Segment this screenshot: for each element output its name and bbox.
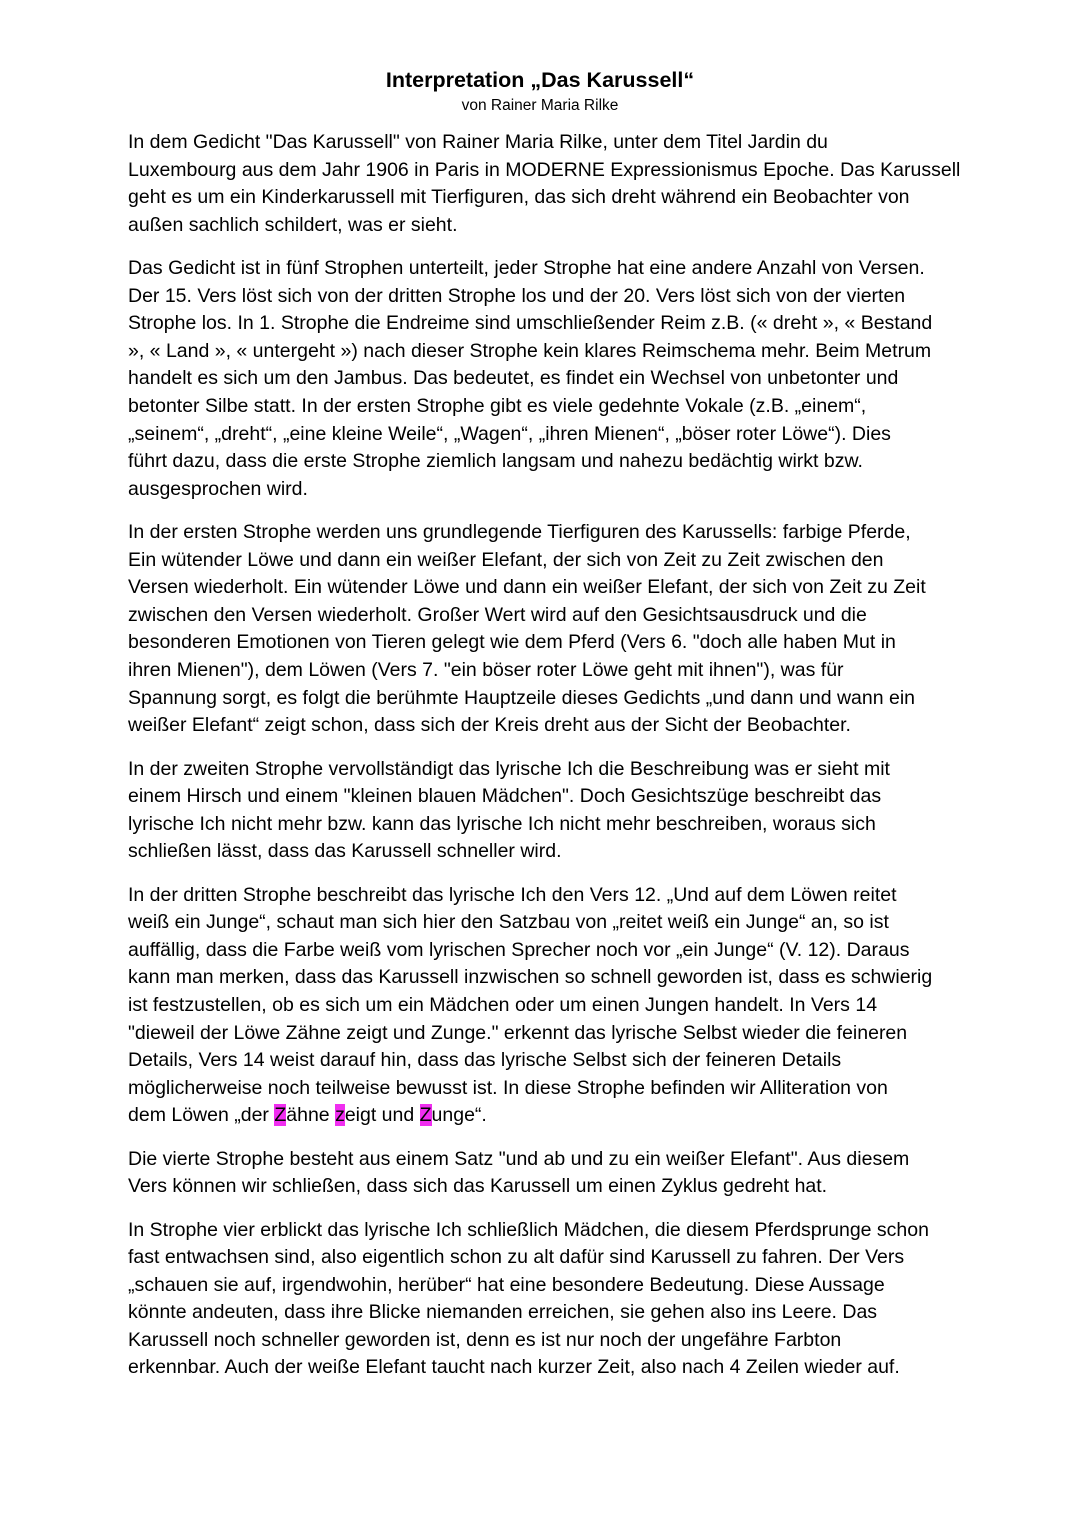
text-line: handelt es sich um den Jambus. Das bedeutet, es findet ein Wechsel von unbetonter und [128,367,899,390]
text-line: lyrische Ich nicht mehr bzw. kann das lyrische Ich nicht mehr beschreiben, woraus sich [128,812,876,835]
text-line: betonter Silbe statt. In der ersten Strophe gibt es viele gedehnte Vokale (z.B. „einem“, [128,395,867,418]
text-line: Der 15. Vers löst sich von der dritten Strophe los und der 20. Vers löst sich von der vierten [128,284,906,307]
document-body [128,129,1028,1398]
text-line: Strophe los. In 1. Strophe die Endreime sind umschließender Reim z.B. (« dreht », « Bestand [128,312,933,335]
text-line: Spannung sorgt, es folgt die berühmte Hauptzeile dieses Gedichts „und dann und wann ein [128,686,916,709]
text-line: Karussell noch schneller geworden ist, denn es ist nur noch der ungefähre Farbton [128,1328,842,1351]
text-line: In der ersten Strophe werden uns grundlegende Tierfiguren des Karussells: farbige Pferde, [128,521,911,544]
text-line: erkennbar. Auch der weiße Elefant taucht nach kurzer Zeit, also nach 4 Zeilen wieder auf. [128,1356,900,1379]
highlighted-letter: Z [419,1104,432,1127]
text-line: fast entwachsen sind, also eigentlich schon zu alt dafür sind Karussell zu fahren. Der Vers [128,1246,905,1269]
text-line: In dem Gedicht "Das Karussell" von Rainer Maria Rilke, unter dem Titel Jardin du [128,131,828,153]
paragraph-fourth-stanza [128,1146,1028,1201]
text-segment: dem Löwen „der [128,1104,275,1127]
text-line: "dieweil der Löwe Zähne zeigt und Zunge." erkennt das lyrische Selbst wieder die feineren [128,1021,908,1044]
text-line: Vers können wir schließen, dass sich das Karussell um einen Zyklus gedreht hat. [128,1175,828,1198]
text-segment: ähne [286,1104,336,1127]
text-line: außen sachlich schildert, was er sieht. [128,213,458,236]
text-line: Versen wiederholt. Ein wütender Löwe und dann ein weißer Elefant, der sich von Zeit zu Zeit [128,576,926,599]
text-line: auffällig, dass die Farbe weiß vom lyrischen Sprecher noch vor „ein Junge“ (V. 12). Daraus [128,938,910,961]
paragraph-third-stanza [128,882,1028,1130]
text-line: kann man merken, dass das Karussell inzwischen so schnell geworden ist, dass es schwierig [128,966,933,989]
text-line: Die vierte Strophe besteht aus einem Satz "und ab und zu ein weißer Elefant". Aus diesem [128,1147,910,1170]
paragraph-introduction [128,129,1028,239]
text-line: ist festzustellen, ob es sich um ein Mädchen oder um einen Jungen handelt. In Vers 14 [128,993,878,1016]
highlighted-letter: z [335,1104,345,1127]
text-line: besonderen Emotionen von Tieren gelegt wie dem Pferd (Vers 6. "doch alle haben Mut in [128,631,896,654]
text-line: weiß ein Junge“, schaut man sich hier den Satzbau von „reitet weiß ein Junge“ an, so ist [128,911,889,934]
text-segment: eigt und [344,1104,420,1127]
paragraph-girls-stanza [128,1217,1028,1383]
text-line: Das Gedicht ist in fünf Strophen unterteilt, jeder Strophe hat eine andere Anzahl von Versen. [128,257,925,280]
text-line: „schauen sie auf, irgendwohin, herüber“ hat eine besondere Bedeutung. Diese Aussage [128,1273,885,1296]
text-line: führt dazu, dass die erste Strophe ziemlich langsam und nahezu bedächtig wirkt bzw. [128,450,863,473]
text-line: Luxembourg aus dem Jahr 1906 in Paris in MODERNE Expressionismus Epoche. Das Karussell [128,158,961,181]
paragraph-first-stanza [128,519,1028,740]
document-subtitle: von Rainer Maria Rilke [461,97,619,114]
highlighted-letter: Z [274,1104,287,1127]
alliteration-line [128,1102,1028,1130]
document-title: Interpretation „Das Karussell“ [385,68,695,92]
text-line: zwischen den Versen wiederholt. Großer Wert wird auf den Gesichtsausdruck und die [128,603,867,626]
text-line: ihren Mienen"), dem Löwen (Vers 7. "ein böser roter Löwe geht mit ihnen"), was für [128,659,844,682]
text-line: geht es um ein Kinderkarussell mit Tierfiguren, das sich dreht während ein Beobachter von [128,186,910,209]
text-line: möglicherweise noch teilweise bewusst ist. In diese Strophe befinden wir Alliteration von [128,1076,888,1099]
text-line: Details, Vers 14 weist darauf hin, dass das lyrische Selbst sich der feineren Details [128,1049,842,1072]
text-line: könnte andeuten, dass ihre Blicke niemanden erreichen, sie gehen also ins Leere. Das [128,1301,878,1324]
text-line: In der dritten Strophe beschreibt das lyrische Ich den Vers 12. „Und auf dem Löwen reitet [128,883,897,906]
text-line: In Strophe vier erblickt das lyrische Ich schließlich Mädchen, die diesem Pferdsprunge schon [128,1218,929,1241]
text-line: Ein wütender Löwe und dann ein weißer Elefant, der sich von Zeit zu Zeit zwischen den [128,548,884,571]
text-line: ausgesprochen wird. [128,477,308,500]
text-line: schließen lässt, dass das Karussell schneller wird. [128,840,562,863]
text-line: In der zweiten Strophe vervollständigt das lyrische Ich die Beschreibung was er sieht mit [128,757,890,780]
text-segment: unge“. [431,1104,487,1127]
text-line: », « Land », « untergeht ») nach dieser Strophe kein klares Reimschema mehr. Beim Metrum [128,339,932,362]
text-line: einem Hirsch und einem "kleinen blauen Mädchen". Doch Gesichtszüge beschreibt das [128,785,882,808]
text-line: „seinem“, „dreht“, „eine kleine Weile“, „Wagen“, „ihren Mienen“, „böser roter Löwe“). Dies [128,422,891,445]
paragraph-form-analysis [128,255,1028,503]
paragraph-second-stanza [128,756,1028,866]
text-line: weißer Elefant“ zeigt schon, dass sich der Kreis dreht aus der Sicht der Beobachter. [128,714,851,737]
